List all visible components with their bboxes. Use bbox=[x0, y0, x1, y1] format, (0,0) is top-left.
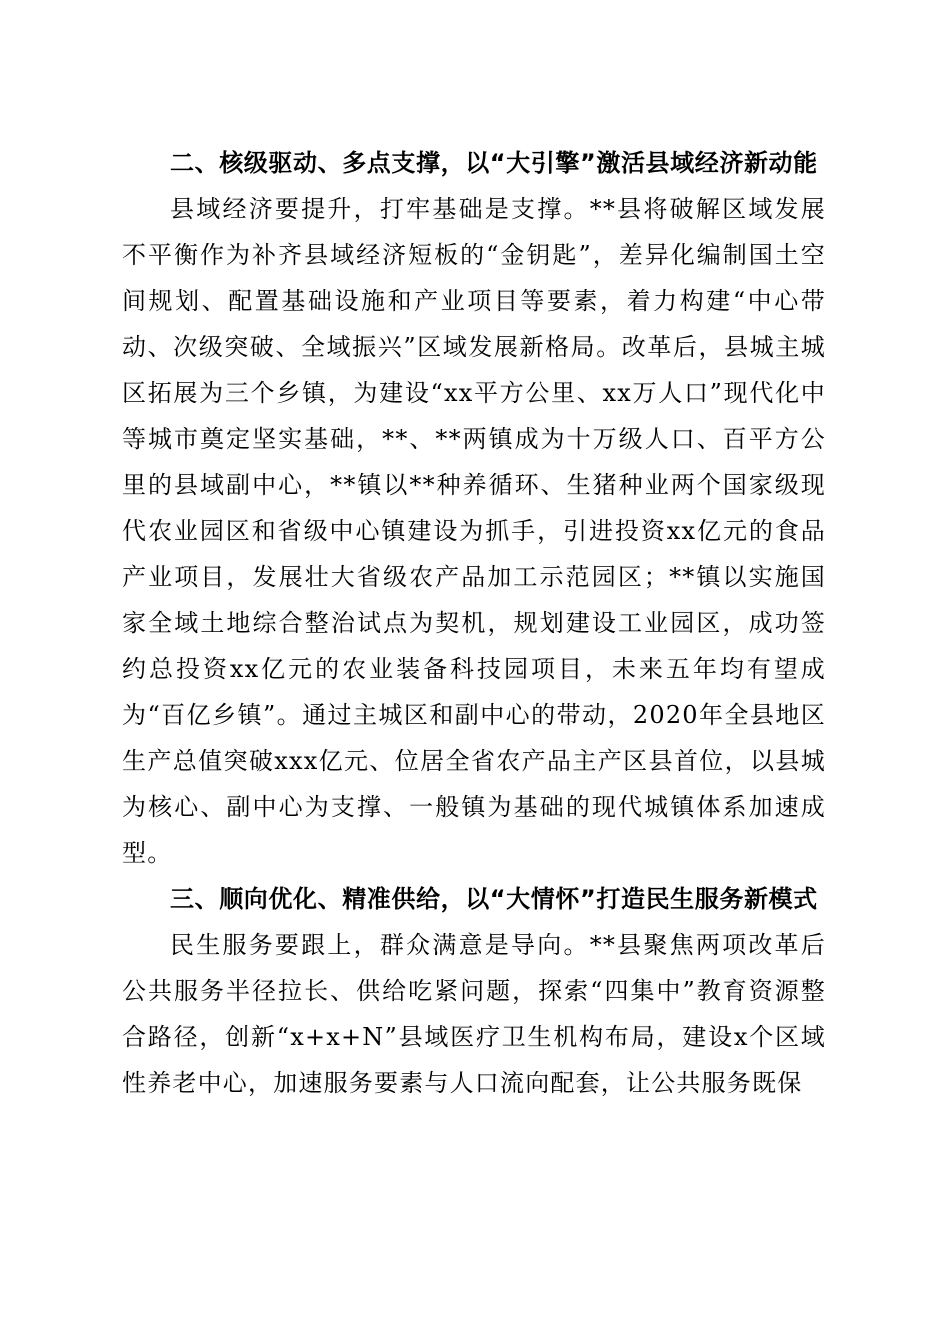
section-3-heading: 三、顺向优化、精准供给，以“大情怀”打造民生服务新模式 bbox=[170, 885, 818, 913]
section-2-paragraph: 县域经济要提升，打牢基础是支撑。**县将破解区域发展不平衡作为补齐县域经济短板的“金钥匙”，差异化编制国土空间规划、配置基础设施和产业项目等要素，着力构建“中心带动、次级突破、全域振兴”区域发展新格局。改革后，县城主城区拓展为三个乡镇，为建设“xx平方公里、xx万人口”现代化中等城市奠定坚实基础，**、**两镇成为十万级人口、百平方公里的县域副中心，**镇以**种养循环、生猪种业两个国家级现代农业园区和省级中心镇建设为抓手，引进投资xx亿元的食品产业项目，发展壮大省级农产品加工示范园区；**镇以实施国家全域土地综合整治试点为契机，规划建设工业园区，成功签约总投资xx亿元的农业装备科技园项目，未来五年均有望成为“百亿乡镇”。通过主城区和副中心的带动，2020年全县地区生产总值突破xxx亿元、位居全省农产品主产区县首位，以县城为核心、副中心为支撑、一般镇为基础的现代城镇体系加速成型。 bbox=[122, 195, 826, 867]
document-body bbox=[122, 140, 826, 1106]
section-2-heading: 二、核级驱动、多点支撑，以“大引擎”激活县域经济新动能 bbox=[170, 149, 818, 177]
section-3-paragraph: 民生服务要跟上，群众满意是导向。**县聚焦两项改革后公共服务半径拉长、供给吃紧问题，探索“四集中”教育资源整合路径，创新“x+x+N”县域医疗卫生机构布局，建设x个区域性养老中心，加速服务要素与人口流向配套，让公共服务既保 bbox=[122, 931, 826, 1097]
